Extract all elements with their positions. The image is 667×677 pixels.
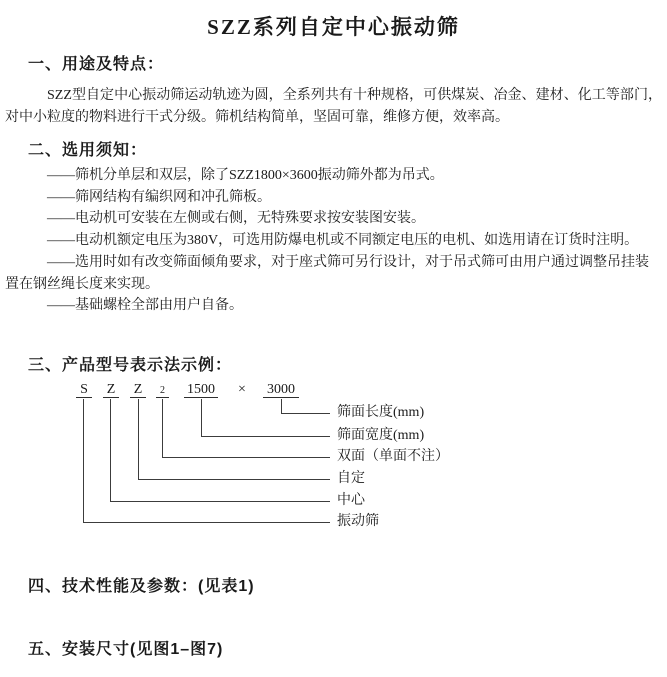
model-symbol-length-value: 3000 — [263, 382, 299, 398]
note-item-decks: ——筛机分单层和双层，除了SZZ1800×3600振动筛外都为吊式。 — [47, 168, 444, 183]
model-label-vibrating-screen: 振动筛 — [337, 514, 379, 529]
note-item-mesh: ——筛网结构有编织网和冲孔筛板。 — [47, 189, 271, 205]
section-4-heading: 四、技术性能及参数：(见表1) — [28, 578, 255, 595]
model-connector-lines — [0, 399, 667, 531]
model-symbol-width-value: 1500 — [184, 382, 218, 398]
section-2-heading: 二、选用须知： — [28, 142, 148, 159]
section-5-heading: 五、安装尺寸(见图1–图7) — [28, 641, 224, 658]
note-item-voltage: ——电动机额定电压为380V，可选用防爆电机或不同额定电压的电机、如选用请在订货时注明。 — [47, 233, 639, 249]
section-3-heading: 三、产品型号表示法示例： — [28, 357, 233, 374]
note-item-incline: ——选用时如有改变筛面倾角要求，对于座式筛可另行设计，对于吊式筛可由用户通过调整吊挂装置在钢丝绳长度来实现。 — [5, 254, 649, 292]
section-1-heading: 一、用途及特点： — [28, 56, 165, 73]
model-symbol-z1: Z — [103, 382, 119, 398]
model-label-double-deck: 双面（单面不注） — [337, 449, 449, 464]
note-item-bolts: ——基础螺栓全部由用户自备。 — [47, 298, 243, 314]
section-2-notes-list — [5, 165, 661, 317]
note-item-motor-side: ——电动机可安装在左侧或右侧，无特殊要求按安装图安装。 — [47, 211, 425, 227]
section-1-paragraph: SZZ型自定中心振动筛运动轨迹为圆，全系列共有十种规格，可供煤炭、冶金、建材、化工等部门，对中小粒度的物料进行干式分级。筛机结构简单，坚固可靠，维修方便，效率高。 — [5, 88, 662, 125]
page-title: SZZ系列自定中心振动筛 — [207, 15, 460, 39]
model-symbol-deck-count: 2 — [156, 382, 169, 398]
multiply-sign: × — [238, 382, 246, 397]
model-symbol-s: S — [76, 382, 92, 398]
model-label-self: 自定 — [337, 471, 365, 486]
model-symbol-z2: Z — [130, 382, 146, 398]
model-label-screen-length: 筛面长度(mm) — [337, 405, 425, 420]
model-label-screen-width: 筛面宽度(mm) — [337, 428, 425, 443]
model-code-diagram — [0, 382, 667, 534]
model-label-center: 中心 — [337, 493, 365, 508]
